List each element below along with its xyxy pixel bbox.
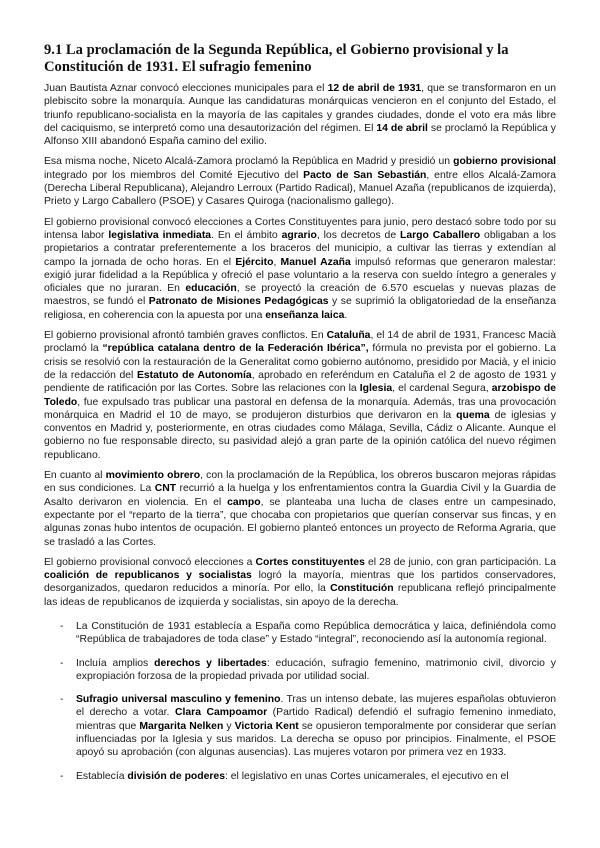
paragraph-run: El gobierno provisional afrontó también graves conflictos. En — [44, 330, 327, 342]
list-item-bold-run: Sufragio universal masculino y femenino — [76, 694, 281, 706]
paragraph-bold-run: Manuel Azaña — [280, 256, 351, 268]
paragraph-bold-run: Cortes constituyentes — [255, 556, 365, 568]
list-item-run: Establecía — [76, 770, 128, 782]
list-item-bold-run: derechos y libertades — [154, 657, 267, 669]
paragraph-run: recurrió a la huelga y los enfrentamientos contra la Guardia Civil y la Guardia de Asalto derivaron en violencia. En el — [44, 483, 556, 508]
paragraph-bold-run: Estatuto de Autonomía — [136, 369, 252, 381]
paragraph-run: , los decretos de — [316, 229, 401, 241]
list-item-bold-run: Margarita Nelken — [139, 720, 224, 732]
paragraph-run: , se planteaba una lucha de clases entre un campesinado, expectante por el “reparto de la tierra”, que chocaba con propietarios que querían conservar sus fincas, y en algunas zonas hubo intentos de ocupación. El gobierno planteó entonces un proyecto de Reforma Agraria, que se trasladó a las Cortes. — [44, 496, 556, 548]
paragraph-run: , entre ellos Alcalá-Zamora (Derecha Liberal Republicana), Alejandro Lerroux (Partido Radical), Manuel Azaña (republicanos de izquierda), Prieto y Largo Caballero (PSOE) y Casares Quiroga (nacionalismo gallego). — [44, 169, 556, 208]
list-item-run: . Tras un intenso debate, las mujeres españolas obtuvieron el derecho a votar. — [76, 694, 557, 719]
paragraph-bold-run: arzobispo de Toledo — [44, 383, 556, 408]
list-item-bold-run: Victoria Kent — [234, 720, 299, 732]
paragraph-bold-run: gobierno provisional — [453, 156, 557, 168]
paragraph-run: Esa misma noche, Niceto Alcalá-Zamora proclamó la República en Madrid y presidió un — [44, 156, 454, 168]
list-item-run: : el legislativo en unas Cortes unicamerales, el ejecutivo en el — [225, 770, 509, 782]
paragraph-bold-run: campo — [227, 496, 261, 508]
paragraph-bold-run: educación — [185, 283, 237, 295]
paragraph-run: republicana reflejó principalmente las ideas de republicanos de izquierda y socialistas, sin apoyo de la derecha. — [44, 583, 556, 608]
paragraph-4 — [44, 329, 556, 462]
body-text — [44, 82, 556, 609]
paragraph-bold-run: Pacto de San Sebastián — [303, 169, 427, 181]
paragraph-run: y se suprimió la obligatoriedad de la enseñanza religiosa, en coherencia con la apuesta por una — [44, 296, 556, 321]
paragraph-run: , el cardenal Segura, — [392, 383, 492, 395]
paragraph-bold-run: coalición de republicanos y socialistas — [44, 570, 252, 582]
paragraph-bold-run: 12 de abril de 1931 — [327, 83, 422, 94]
paragraph-run: , aprobado en referéndum en Cataluña el 2 de agosto de 1931 y pendiente de ratificación por las Cortes. Sobre las relaciones con la — [44, 369, 556, 395]
paragraph-5 — [44, 469, 556, 549]
list-dash-marker: - — [60, 770, 64, 782]
paragraph-bold-run: Cataluña — [326, 330, 371, 342]
paragraph-run: integrado por los miembros del Comité Ejecutivo del — [44, 169, 304, 181]
paragraph-run: . — [344, 309, 348, 321]
paragraph-run: fórmula no prevista por el gobierno. La crisis se resolvió con la restauración de la Generalitat como gobierno autónomo, presidido por Macià, y el inicio de la redacción del — [44, 343, 556, 381]
paragraph-run: El gobierno provisional convocó elecciones a Cortes Constituyentes para junio, pero destacó sobre todo por su intensa labor — [44, 216, 556, 241]
paragraph-run: , — [273, 256, 281, 268]
paragraph-run: Juan Bautista Aznar convocó elecciones municipales para el — [44, 83, 328, 94]
paragraph-bold-run: enseñanza laica — [265, 309, 345, 321]
list-item-run: se opusieron temporalmente por considerar que serían influenciadas por la Iglesia y sus maridos. La derecha se opuso por principios. Finalmente, el PSOE apoyó su aprobación (con algunas ausencias). Las mujeres votaron por primera vez en 1933. — [76, 720, 557, 759]
paragraph-1 — [44, 82, 556, 148]
paragraph-run: El gobierno provisional convocó elecciones a — [44, 556, 256, 568]
list-item-3 — [44, 693, 556, 759]
paragraph-run: de iglesias y conventos en Madrid y, posteriormente, en otras ciudades como Málaga, Sevilla, Cádiz o Alicante. Aunque el gobierno no fue responsable directo, su pasividad alejó a gran parte de la opinión católica del nuevo régimen republicano. — [44, 409, 556, 461]
paragraph-bold-run: movimiento obrero — [105, 470, 201, 482]
list-dash-marker: - — [60, 620, 64, 632]
paragraph-bold-run: Ejército — [235, 256, 274, 268]
paragraph-bold-run: CNT — [154, 483, 177, 495]
paragraph-2 — [44, 155, 556, 208]
list-item-bold-run: división de poderes — [127, 770, 225, 782]
list-item-run: : educación, sufragio femenino, matrimonio civil, divorcio y expropiación forzosa de la propiedad privada por utilidad social. — [76, 657, 556, 682]
paragraph-bold-run: Patronato de Misiones Pedagógicas — [148, 296, 329, 308]
constitution-list — [44, 620, 556, 783]
paragraph-run: , con la proclamación de la República, los obreros buscaron mejoras rápidas en sus condiciones. La — [44, 470, 556, 495]
list-dash-marker: - — [60, 694, 64, 706]
paragraph-bold-run: agrario — [281, 229, 317, 241]
paragraph-bold-run: Constitución — [330, 583, 394, 595]
paragraph-run: se proclamó la República y Alfonso XIII abandonó España camino del exilio. — [44, 122, 556, 148]
paragraph-bold-run: 14 de abril — [376, 122, 428, 134]
paragraph-run: , el 14 de abril de 1931, Francesc Macià proclamó la — [44, 330, 557, 355]
paragraph-bold-run: legislativa inmediata — [108, 229, 212, 241]
list-item-bold-run: Clara Campoamor — [174, 707, 268, 719]
paragraph-bold-run: quema — [456, 409, 490, 421]
paragraph-run: , se proyectó la creación de 6.570 escuelas y nuevas plazas de maestros, se fundó el — [44, 283, 556, 308]
page-title: 9.1 La proclamación de la Segunda República, el Gobierno provisional y la Constitución de 1931. El sufragio femenino — [44, 42, 509, 75]
paragraph-bold-run: Iglesia — [359, 383, 393, 395]
paragraph-run: el 28 de junio, con gran participación. La — [364, 556, 557, 568]
list-item-run: Incluía amplios — [76, 657, 155, 669]
list-item-4 — [44, 770, 556, 783]
paragraph-3 — [44, 216, 556, 322]
list-item-run: y — [223, 720, 235, 732]
list-item-run: (Partido Radical) defendió el sufragio femenino inmediato, mientras que — [76, 707, 556, 732]
paragraph-run: obligaban a los propietarios a contratar preferentemente a los braceros del municipio, a cultivar las tierras y extendían al campo la jornada de ocho horas. En el — [44, 229, 556, 268]
list-item-1 — [44, 620, 556, 647]
list-item-run: La Constitución de 1931 establecía a España como República democrática y laica, definiéndola como “República de trabajadores de toda clase” y Estado “integral”, reconociendo así la autonomía regional. — [76, 620, 556, 646]
paragraph-run: impulsó reformas que generaron malestar: exigió jurar fidelidad a la República y ofreció el pase voluntario a la reserva con sueldo íntegro a generales y oficiales que no juraran. En — [44, 256, 557, 295]
list-item-2 — [44, 657, 556, 684]
paragraph-run: , que se transformaron en un plebiscito sobre la monarquía. Aunque las candidaturas monárquicas vencieron en el conjunto del Estado, el triunfo republicano-socialista en la mayoría de las capitales y grandes ciudades, donde el voto era más libre del caciquismo, se interpretó como una desautorización del régimen. El — [44, 83, 556, 134]
paragraph-6 — [44, 556, 556, 609]
list-dash-marker: - — [60, 657, 64, 669]
paragraph-run: logró la mayoría, mientras que los partidos conservadores, desorganizados, quedaron reducidos a minoría. Por ello, la — [44, 570, 556, 595]
paragraph-bold-run: Largo Caballero — [400, 229, 481, 241]
paragraph-run: . En el ámbito — [211, 229, 282, 241]
paragraph-run: , fue expulsado tras publicar una pastoral en defensa de la monarquía. Además, tras una provocación monárquica en Madrid el 10 de mayo, se produjeron disturbios que derivaron en la — [44, 396, 556, 421]
paragraph-run: En cuanto al — [44, 470, 106, 482]
paragraph-bold-run: “república catalana dentro de la Federación Ibérica”, — [102, 343, 369, 355]
